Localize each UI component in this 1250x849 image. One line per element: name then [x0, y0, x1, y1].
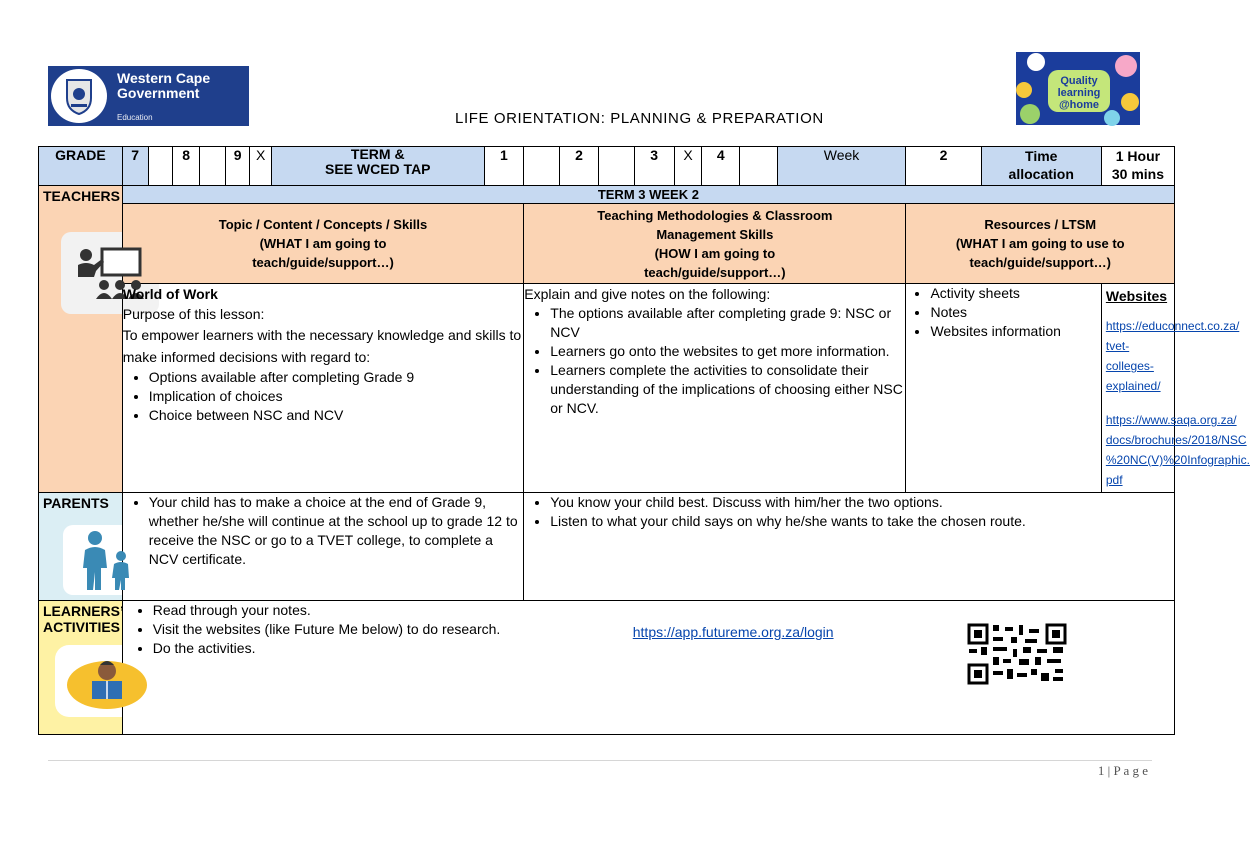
method-head-line-4: teach/guide/support…)	[644, 264, 786, 280]
time-allocation-value	[1101, 147, 1174, 186]
page-title: LIFE ORIENTATION: PLANNING & PREPARATION	[455, 110, 824, 127]
logo-line-1: Western Cape	[117, 69, 211, 86]
resources-column-head	[906, 204, 1175, 284]
link1-line-1: https://educonnect.co.za/	[1105, 319, 1240, 333]
parents-left-content	[122, 493, 524, 601]
term-1: 1	[484, 147, 524, 186]
term-2: 2	[559, 147, 599, 186]
parents-bullet: • You know your child best. Discuss with him/her the two options.	[550, 493, 1174, 512]
parents-row	[39, 493, 1175, 601]
teachers-content-row	[39, 284, 1175, 493]
resource-bullet: • Activity sheets	[930, 284, 1100, 303]
term-label	[271, 147, 484, 186]
methodology-content	[524, 284, 906, 493]
grade-9-mark: X	[250, 147, 271, 186]
topic-head-line-3: teach/guide/support…)	[252, 255, 394, 270]
topic-head-line-1: Topic / Content / Concepts / Skills	[218, 217, 428, 232]
grade-7: 7	[122, 147, 148, 186]
teachers-column-heads	[39, 204, 1175, 284]
resource-bullet: • Websites information	[930, 322, 1100, 341]
grade-label: GRADE	[39, 147, 123, 186]
qr-code-icon[interactable]	[967, 623, 1067, 685]
resources-list	[906, 284, 1101, 493]
wc-government-crest-icon	[51, 69, 107, 123]
quality-learning-logo	[1016, 52, 1140, 125]
term-4: 4	[702, 147, 740, 186]
futureme-link[interactable]: https://app.futureme.org.za/login	[632, 624, 834, 640]
footer-divider	[48, 760, 1152, 761]
websites-cell	[1101, 284, 1250, 493]
parent-child-icon	[63, 525, 149, 595]
method-head-line-3: (HOW I am going to	[654, 245, 776, 261]
topic-column-head	[122, 204, 524, 284]
teachers-term-row	[39, 186, 1175, 204]
grade-8-mark	[200, 147, 226, 186]
grade-term-row	[39, 147, 1175, 186]
resources-head-line-1: Resources / LTSM	[984, 217, 1097, 232]
link2-line-1: https://www.saqa.org.za/	[1105, 413, 1237, 427]
learners-cell	[39, 601, 123, 735]
grade-9: 9	[225, 147, 250, 186]
page-number: 1	[1097, 763, 1105, 778]
topic-content	[122, 284, 524, 493]
topic-head-line-2: (WHAT I am going to	[259, 236, 387, 251]
parents-label: PARENTS	[43, 495, 109, 511]
grade-8: 8	[173, 147, 200, 186]
learners-label-2: ACTIVITIES	[43, 619, 121, 635]
logo-line-2: Government	[117, 84, 200, 101]
parents-right-content	[524, 493, 1175, 601]
grade-7-mark	[148, 147, 173, 186]
svg-text:learning: learning	[1057, 87, 1101, 99]
purpose-label: Purpose of this lesson:	[122, 306, 265, 322]
planning-table	[38, 146, 1250, 735]
learners-content	[122, 601, 1174, 735]
term-3: 3	[634, 147, 674, 186]
learners-row	[39, 601, 1175, 735]
term-2-mark	[599, 147, 634, 186]
logo-line-3: Education	[117, 112, 153, 122]
resources-head-line-2: (WHAT I am going to use to	[955, 236, 1125, 251]
method-head-line-1: Teaching Methodologies & Classroom	[597, 207, 833, 223]
page-footer	[1098, 763, 1148, 779]
method-bullet: • Learners complete the activities to consolidate their understanding of the implications of choosing either NSC or NCV.	[550, 361, 905, 418]
parents-bullet: • Your child has to make a choice at the end of Grade 9, whether he/she will continue at the school up to grade 12 to receive the NSC or go to a TVET college, to complete a NCV certificate.	[149, 493, 524, 569]
link1-line-2: tvet-colleges-explained/	[1105, 339, 1161, 393]
link2-line-3: %20NC(V)%20Infographic.	[1105, 453, 1250, 467]
learner-bullet: • Do the activities.	[153, 639, 1174, 658]
term-1-mark	[524, 147, 559, 186]
term-3-mark: X	[674, 147, 702, 186]
learner-bullet-text: Visit the websites (like Future Me below) to do research.	[152, 621, 501, 637]
term-4-mark	[740, 147, 778, 186]
method-bullet: • Learners go onto the websites to get more information.	[550, 342, 905, 361]
time-label-line-1: Time	[1025, 148, 1058, 164]
term-week-heading: TERM 3 WEEK 2	[122, 186, 1174, 204]
method-bullet: • The options available after completing grade 9: NSC or NCV	[550, 304, 905, 342]
week-label: Week	[777, 147, 906, 186]
parents-bullet: • Listen to what your child says on why he/she wants to take the chosen route.	[550, 512, 1174, 531]
svg-text:Quality: Quality	[1060, 75, 1098, 87]
term-label-line-1: TERM &	[350, 146, 405, 162]
page-label: | P a g e	[1107, 763, 1148, 778]
time-value-line-1: 1 Hour	[1115, 148, 1161, 164]
teachers-label: TEACHERS	[43, 188, 121, 204]
resource-bullet: • Notes	[930, 303, 1100, 322]
websites-label: Websites	[1105, 288, 1168, 304]
time-value-line-2: 30 mins	[1111, 166, 1164, 182]
method-intro: Explain and give notes on the following:	[524, 286, 771, 302]
purpose-text: To empower learners with the necessary knowledge and skills to make informed decisions with regard to:	[122, 327, 522, 365]
learners-label-1: LEARNERS’	[43, 603, 124, 619]
resources-head-line-3: teach/guide/support…)	[969, 255, 1111, 270]
topic-bullet: • Implication of choices	[149, 387, 524, 406]
educonnect-link[interactable]	[1105, 316, 1240, 396]
teachers-cell	[39, 186, 123, 493]
link2-line-4: pdf	[1105, 473, 1123, 487]
topic-title: World of Work	[122, 286, 218, 302]
saqa-link[interactable]	[1105, 410, 1250, 490]
time-label-line-2: allocation	[1008, 166, 1074, 182]
parents-cell	[39, 493, 123, 601]
learner-bullet: • Read through your notes.	[153, 601, 1174, 620]
western-cape-government-logo	[48, 66, 249, 126]
time-allocation-label	[981, 147, 1101, 186]
svg-text:@home: @home	[1058, 99, 1100, 111]
term-label-line-2: SEE WCED TAP	[324, 161, 431, 177]
link2-line-2: docs/brochures/2018/NSC	[1105, 433, 1247, 447]
week-value: 2	[906, 147, 981, 186]
method-head-line-2: Management Skills	[656, 226, 774, 242]
topic-bullet: • Choice between NSC and NCV	[149, 406, 524, 425]
topic-bullet: • Options available after completing Grade 9	[149, 368, 524, 387]
methodology-column-head	[524, 204, 906, 284]
